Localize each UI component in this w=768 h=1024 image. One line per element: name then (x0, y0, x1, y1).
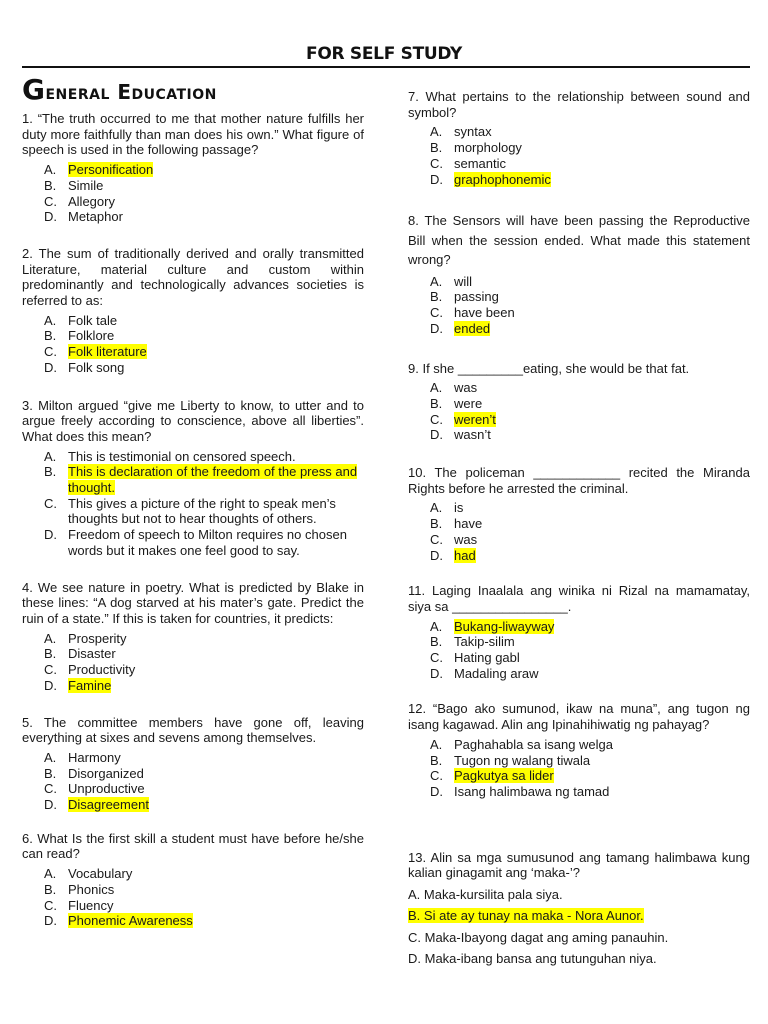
answer-option (408, 768, 750, 784)
option-text: Madaling araw (454, 665, 539, 681)
option-letter: B. (430, 752, 443, 768)
answer-option (22, 178, 364, 194)
answer-option (408, 532, 750, 548)
option-text: This is declaration of the freedom of the press and thought. (68, 464, 358, 496)
answer-option (408, 930, 750, 946)
page-title: General Education (22, 73, 217, 106)
answer-option (408, 500, 750, 516)
option-text: This is testimonial on censored speech. (68, 448, 296, 464)
option-text: Folklore (68, 328, 115, 344)
question-4 (22, 580, 364, 694)
question-5 (22, 715, 364, 813)
question-number: 10. (408, 465, 427, 481)
option-text: morphology (454, 140, 522, 156)
option-text: weren’t (454, 411, 496, 427)
question-number: 3. (22, 397, 33, 413)
option-letter: D. (408, 951, 421, 966)
answer-option (22, 162, 364, 178)
answer-options (22, 866, 364, 929)
option-letter: B. (44, 765, 57, 781)
option-text: had (454, 547, 476, 563)
question-9 (408, 361, 750, 444)
option-text: Tugon ng walang tiwala (454, 752, 591, 768)
option-letter: D. (430, 171, 443, 187)
question-number: 4. (22, 579, 33, 595)
question-number: 1. (22, 111, 33, 126)
option-letter: C. (44, 897, 57, 913)
option-letter: A. (44, 630, 57, 646)
answer-option (22, 464, 364, 495)
answer-option (408, 124, 750, 140)
option-letter: D. (44, 527, 57, 543)
answer-option (408, 784, 750, 800)
option-letter: A. (44, 312, 57, 328)
answer-options (22, 449, 364, 559)
option-text: Folk tale (68, 312, 118, 328)
option-letter: C. (430, 531, 443, 547)
question-stem (408, 465, 750, 496)
option-text: Harmony (68, 749, 121, 765)
option-text: Phonics (68, 881, 115, 897)
option-text: Si ate ay tunay na maka - Nora Aunor. (423, 908, 644, 924)
option-letter: A. (430, 500, 443, 516)
option-letter: C. (430, 650, 443, 666)
question-text: What pertains to the relationship between sound and symbol? (408, 89, 750, 120)
question-number: 5. (22, 714, 33, 730)
option-text: This gives a picture of the right to speak men’s thoughts but not to hear thoughts of others. (68, 495, 336, 527)
answer-option (408, 289, 750, 305)
answer-option (408, 548, 750, 564)
answer-option (22, 913, 364, 929)
question-text: “The truth occurred to me that mother nature fulfills her duty more faithfully than man does his own.” What figure of speech is used in the following passage? (22, 111, 364, 158)
question-text: The policeman ____________ recited the Miranda Rights before he arrested the criminal. (408, 465, 750, 496)
option-text: Maka-Ibayong dagat ang aming panauhin. (424, 929, 669, 945)
option-letter: B. (44, 464, 57, 480)
answer-option (22, 631, 364, 647)
question-stem (408, 211, 750, 270)
option-text: was (454, 531, 478, 547)
question-stem (408, 89, 750, 120)
option-text: is (454, 500, 464, 516)
question-stem (408, 583, 750, 614)
option-text: Folk song (68, 359, 125, 375)
question-13 (408, 850, 750, 967)
option-letter: B. (44, 328, 57, 344)
answer-option (408, 156, 750, 172)
answer-option (408, 516, 750, 532)
answer-option (408, 737, 750, 753)
answer-option (408, 650, 750, 666)
option-text: syntax (454, 124, 492, 140)
question-text: Milton argued “give me Liberty to know, to utter and to argue freely according to conscience, above all liberties”. What does this mean? (22, 397, 364, 444)
question-7 (408, 89, 750, 187)
option-letter: D. (430, 320, 443, 336)
answer-options (22, 313, 364, 376)
answer-option (22, 344, 364, 360)
option-letter: C. (44, 495, 57, 511)
option-letter: D. (430, 547, 443, 563)
option-text: Bukang-liwayway (454, 618, 555, 634)
left-column (22, 111, 364, 929)
answer-option (22, 898, 364, 914)
answer-options (408, 380, 750, 443)
question-12 (408, 701, 750, 799)
answer-options (22, 631, 364, 694)
answer-option (22, 678, 364, 694)
option-letter: A. (44, 749, 57, 765)
answer-option (408, 753, 750, 769)
question-11 (408, 583, 750, 681)
option-text: Famine (68, 677, 112, 693)
answer-option (22, 449, 364, 465)
option-letter: B. (430, 289, 443, 305)
option-letter: D. (430, 427, 443, 443)
option-letter: C. (44, 344, 57, 360)
question-text: The Sensors will have been passing the Reproductive Bill when the session ended. What made this statement wrong? (408, 213, 750, 268)
answer-option (408, 412, 750, 428)
answer-options (408, 737, 750, 800)
answer-option (22, 313, 364, 329)
option-text: have been (454, 305, 515, 321)
question-number: 12. (408, 701, 427, 717)
option-letter: C. (44, 781, 57, 797)
option-letter: C. (44, 193, 57, 209)
answer-option (22, 646, 364, 662)
option-text: Vocabulary (68, 866, 133, 882)
option-letter: A. (430, 273, 443, 289)
answer-options (408, 274, 750, 337)
option-letter: D. (44, 359, 57, 375)
option-text: will (454, 273, 473, 289)
option-text: Isang halimbawa ng tamad (454, 784, 610, 799)
question-stem (408, 361, 750, 377)
question-number: 9. (408, 360, 419, 376)
option-text: Disaster (68, 646, 116, 662)
option-text: have (454, 516, 483, 532)
answer-option (408, 305, 750, 321)
question-1 (22, 111, 364, 225)
option-letter: C. (430, 411, 443, 427)
question-stem (22, 831, 364, 862)
option-letter: B. (430, 140, 443, 156)
answer-options (408, 500, 750, 563)
answer-option (22, 209, 364, 225)
option-letter: C. (44, 662, 57, 678)
option-text: Pagkutya sa lider (454, 768, 554, 784)
answer-option (408, 380, 750, 396)
question-stem (22, 246, 364, 309)
option-letter: D. (44, 209, 57, 225)
answer-options (22, 162, 364, 225)
question-number: 8. (408, 213, 419, 229)
option-text: Freedom of speech to Milton requires no chosen words but it makes one feel good to say. (68, 527, 347, 558)
answer-option (408, 634, 750, 650)
question-number: 6. (22, 830, 33, 846)
answer-option (22, 194, 364, 210)
question-stem (408, 701, 750, 732)
question-stem (22, 111, 364, 158)
option-text: Simile (68, 177, 104, 193)
option-text: Unproductive (68, 781, 145, 797)
option-text: Allegory (68, 193, 115, 209)
question-stem (22, 715, 364, 746)
option-text: Productivity (68, 662, 136, 678)
question-stem (22, 398, 364, 445)
question-text: The sum of traditionally derived and orally transmitted Literature, material culture and custom within predominantly and technologically advances societies is referred to as: (22, 245, 364, 309)
option-text: was (454, 380, 478, 396)
option-letter: A. (44, 448, 57, 464)
option-letter: A. (44, 162, 57, 178)
answer-options (408, 887, 750, 967)
option-text: Metaphor (68, 209, 123, 225)
option-letter: B. (44, 646, 57, 662)
option-letter: A. (430, 124, 443, 140)
option-text: Phonemic Awareness (68, 913, 193, 929)
question-6 (22, 831, 364, 929)
answer-option (408, 427, 750, 443)
option-text: semantic (454, 155, 507, 171)
answer-option (408, 666, 750, 682)
question-text: Laging Inaalala ang winika ni Rizal na mamamatay, siya sa ________________. (408, 583, 750, 614)
option-letter: B. (430, 516, 443, 532)
option-text: Maka-ibang bansa ang tutunguhan niya. (424, 951, 657, 966)
option-text: graphophonemic (454, 171, 551, 187)
question-stem (22, 580, 364, 627)
question-2 (22, 246, 364, 376)
answer-option (22, 797, 364, 813)
answer-option (408, 172, 750, 188)
question-number: 7. (408, 89, 419, 104)
answer-option (22, 360, 364, 376)
right-column (408, 89, 750, 972)
question-text: “Bago ako sumunod, ikaw na muna”, ang tugon ng isang kagawad. Alin ang Ipinahihiwatig ng pahayag? (408, 701, 750, 733)
option-text: Maka-kursilita pala siya. (423, 887, 563, 903)
option-letter: A. (430, 618, 443, 634)
answer-option (22, 496, 364, 527)
answer-option (408, 908, 750, 924)
question-10 (408, 465, 750, 563)
option-letter: A. (44, 866, 57, 882)
answer-options (22, 750, 364, 813)
option-letter: C. (430, 155, 443, 171)
option-letter: B. (430, 634, 443, 650)
answer-option (408, 321, 750, 337)
option-letter: C. (430, 768, 443, 784)
option-letter: B. (44, 177, 57, 193)
question-8 (408, 211, 750, 336)
answer-option (22, 527, 364, 558)
option-letter: B. (408, 908, 421, 924)
option-letter: C. (408, 929, 421, 945)
option-text: Prosperity (68, 630, 127, 646)
option-letter: A. (430, 736, 443, 752)
question-text: What Is the first skill a student must have before he/she can read? (22, 830, 364, 862)
option-letter: B. (44, 881, 57, 897)
option-letter: C. (430, 305, 443, 321)
header-rule (22, 66, 750, 68)
answer-option (22, 866, 364, 882)
option-letter: D. (430, 665, 443, 681)
option-text: Personification (68, 162, 154, 178)
option-text: were (454, 395, 483, 411)
option-text: Paghahabla sa isang welga (454, 736, 614, 752)
option-text: Fluency (68, 897, 114, 913)
answer-option (22, 882, 364, 898)
answer-option (408, 619, 750, 635)
option-letter: D. (430, 784, 443, 799)
option-letter: D. (44, 677, 57, 693)
page-banner: FOR SELF STUDY (306, 44, 462, 64)
answer-option (408, 274, 750, 290)
option-text: Folk literature (68, 344, 147, 360)
question-text: If she _________eating, she would be that fat. (422, 360, 690, 376)
option-text: Disagreement (68, 797, 149, 813)
option-text: Disorganized (68, 765, 144, 781)
option-text: Takip-silim (454, 634, 515, 650)
answer-option (22, 662, 364, 678)
question-text: The committee members have gone off, leaving everything at sixes and sevens among themselves. (22, 714, 364, 746)
question-stem (408, 850, 750, 881)
answer-option (408, 396, 750, 412)
answer-option (22, 328, 364, 344)
question-3 (22, 398, 364, 559)
answer-option (408, 951, 750, 967)
answer-options (408, 619, 750, 682)
answer-option (408, 887, 750, 903)
option-letter: A. (408, 887, 421, 903)
option-letter: B. (430, 395, 443, 411)
answer-option (22, 766, 364, 782)
option-text: Hating gabl (454, 650, 520, 666)
option-letter: D. (44, 913, 57, 929)
option-text: wasn’t (454, 427, 491, 443)
option-text: passing (454, 289, 499, 305)
answer-option (22, 750, 364, 766)
question-number: 13. (408, 849, 427, 865)
question-text: We see nature in poetry. What is predicted by Blake in these lines: “A dog starved at his mater’s gate. Predict the ruin of a state.” If this is taken for countries, it predicts: (22, 579, 364, 626)
option-text: ended (454, 320, 491, 336)
answer-option (22, 781, 364, 797)
option-letter: A. (430, 380, 443, 396)
answer-options (408, 124, 750, 187)
option-letter: D. (44, 797, 57, 813)
answer-option (408, 140, 750, 156)
question-number: 2. (22, 245, 33, 261)
question-text: Alin sa mga sumusunod ang tamang halimbawa kung kalian ginagamit ang ‘maka-’? (408, 849, 750, 881)
question-number: 11. (408, 583, 426, 599)
